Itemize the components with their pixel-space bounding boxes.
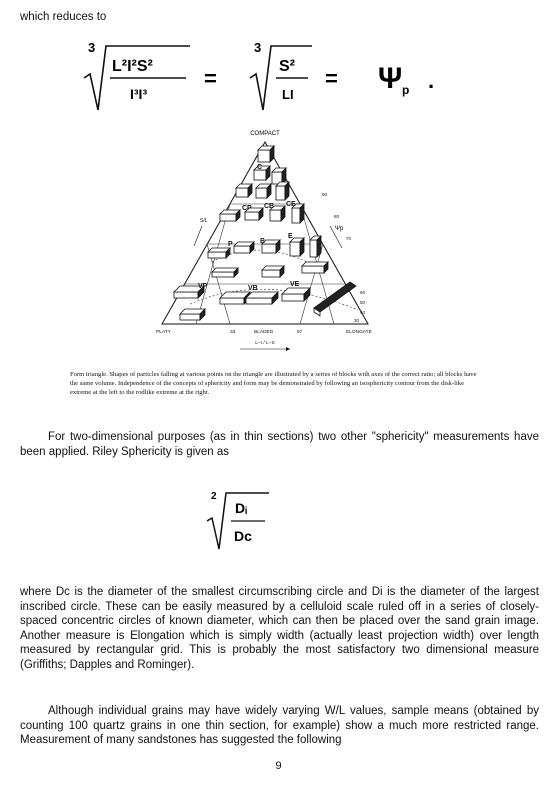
region-label: CB [264, 203, 275, 210]
block [302, 262, 328, 273]
eq1-period: . [428, 68, 435, 93]
figure-caption [70, 370, 485, 397]
eq1-denominator: I³I³ [130, 86, 148, 102]
region-label: B [260, 238, 266, 245]
region-label: C [257, 164, 263, 171]
sphericity-tick: 40 [360, 310, 366, 315]
label-compact: COMPACT [250, 131, 280, 137]
paragraph [20, 704, 539, 748]
block [314, 282, 356, 316]
block [256, 184, 271, 198]
eq1-root-index: 3 [88, 40, 96, 55]
sphericity-tick: 30 [354, 318, 360, 323]
label-bladed: BLADED [254, 330, 274, 335]
tick-67: 67 [297, 330, 303, 335]
eq1-root2-index: 3 [254, 40, 262, 55]
block [220, 210, 240, 221]
region-label: VE [290, 281, 300, 288]
block [282, 288, 310, 301]
eq2-root-index: 2 [211, 491, 217, 502]
block [208, 248, 230, 258]
tick-33: 33 [230, 330, 236, 335]
region-label: CP [242, 205, 252, 212]
paragraph [20, 430, 539, 459]
eq1-equals: = [204, 66, 217, 91]
label-sphericity: Ψp [335, 226, 344, 232]
intro-text: which reduces to [20, 11, 107, 23]
equation-psi-p [0, 28, 557, 118]
paragraph-text: Although individual grains may have widely varying W/L values, sample means (obtained by counting 100 quartz grains in one thin section, for example) show a much more restricted range. Measurement of many sandstones has suggested the following [20, 705, 539, 746]
block [290, 238, 304, 256]
paragraph: where Dc is the diameter of the smallest circumscribing circle and Di is the diameter of the largest inscribed circle. These can be easily measured by a celluloid scale ruled off in a series of closely-spaced concentric circles of known diameter, which can then be placed over the sand grain image. Another measure is Elongation which is simply width (actually least projection width) over length measured by rectangular grid. This is probably the most satisfactory two dimensional measure (Griffiths; Dapples and Rominger). [20, 586, 539, 671]
eq1-psi-sub: p [402, 83, 410, 97]
eq2-numerator: Dᵢ [235, 500, 248, 516]
block [262, 266, 284, 277]
block [234, 242, 254, 253]
eq1-numerator: L²I²S² [112, 58, 153, 75]
form-triangle-figure [150, 122, 410, 362]
block [180, 309, 205, 320]
eq1-numerator2: S² [279, 58, 295, 75]
block [246, 292, 278, 304]
region-label: E [288, 233, 293, 240]
label-elongate: ELONGATE [346, 330, 372, 335]
eq2-denominator: Dc [234, 528, 252, 544]
sphericity-tick: 50 [360, 300, 366, 305]
region-label: VB [248, 285, 258, 292]
caption-title: Form triangle. [70, 371, 108, 378]
block [310, 236, 321, 257]
label-platy: PLATY [156, 330, 171, 335]
region-label: CE [286, 201, 296, 208]
paragraph-text: For two-dimensional purposes (as in thin sections) two other "sphericity" measurements have been applied. Riley Sphericity is given as [20, 431, 539, 458]
block [212, 268, 238, 277]
eq1-psi: Ψ [378, 62, 403, 95]
caption-body: Shapes of particles falling at various points on the triangle are illustrated by a series of blocks with axes of the correct ratio; all blocks have the same volume. Independence of the concepts of sphericity and form may be demonstrated by following an isosphericity contour from the disk-like extreme at the left to the rodlike extreme at the right. [70, 371, 477, 396]
bottom-fraction: L−I / L−S [255, 341, 275, 346]
equation-riley-sphericity [195, 485, 305, 555]
block [276, 182, 289, 200]
block-compact [258, 146, 274, 162]
sphericity-tick: 70 [346, 236, 352, 241]
region-label: P [228, 241, 233, 248]
label-s-over-l: S/L [200, 218, 208, 224]
region-label: VP [198, 283, 208, 290]
page-number: 9 [275, 760, 282, 772]
block [236, 184, 252, 197]
eq1-denominator2: LI [282, 87, 294, 102]
sphericity-tick: 90 [322, 192, 328, 197]
sphericity-tick: 60 [360, 290, 366, 295]
sphericity-tick: 80 [334, 214, 340, 219]
eq1-equals-2: = [325, 66, 338, 91]
